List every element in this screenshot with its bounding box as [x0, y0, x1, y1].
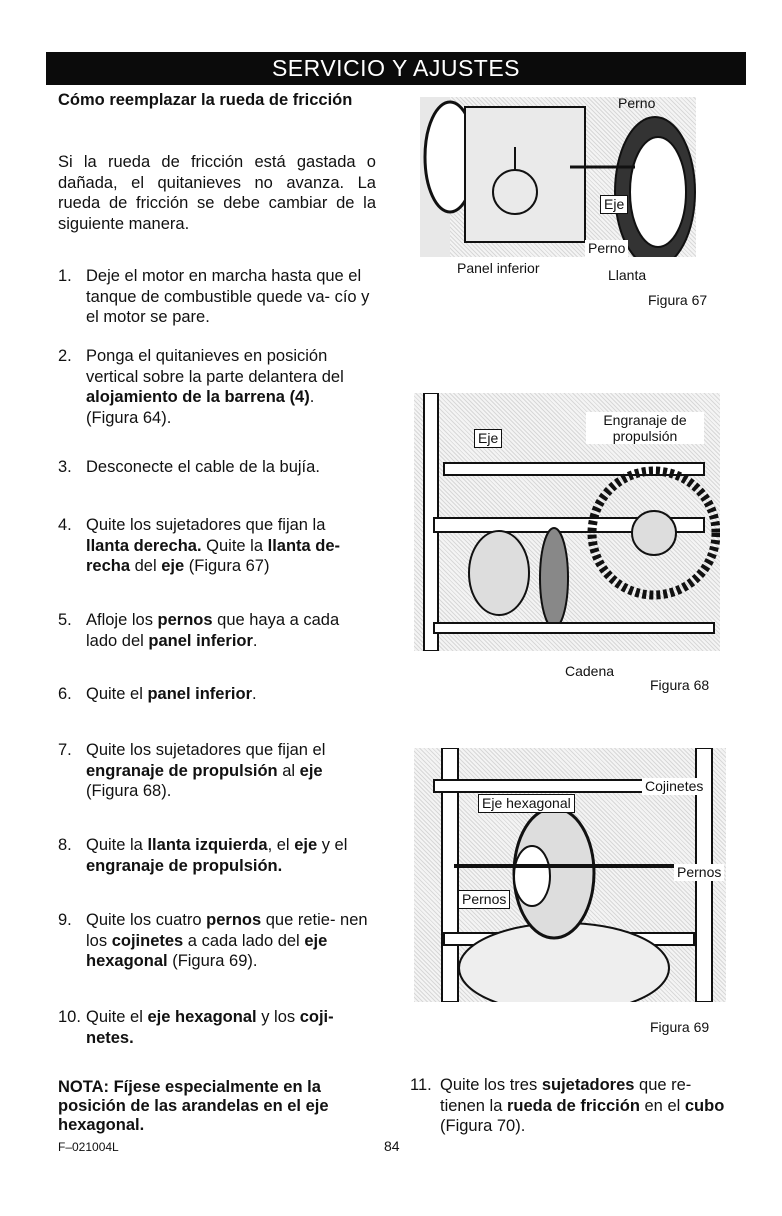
figure-69-image	[414, 748, 726, 1002]
step-text: Quite los sujetadores que fijan la llanta derecha. Quite la llanta de- recha del eje (Figura 67)	[86, 516, 341, 575]
instructions-column	[58, 90, 378, 1134]
step-text: Quite los tres sujetadores que re- tienen la rueda de fricción en el cubo (Figura 70).	[440, 1076, 725, 1135]
step-text: Desconecte el cable de la bujía.	[86, 458, 320, 476]
label-perno-top: Perno	[618, 97, 656, 111]
step-8	[58, 835, 370, 876]
step-number: 8.	[58, 836, 72, 854]
step-number: 10.	[58, 1008, 81, 1026]
step-7	[58, 740, 370, 802]
step-1	[58, 266, 370, 328]
label-pernos-right: Pernos	[674, 864, 724, 881]
step-3	[58, 457, 370, 478]
step-4	[58, 515, 370, 577]
label-eje: Eje	[600, 195, 628, 214]
intro-paragraph: Si la rueda de fricción está gastada o dañada, el quitanieves no avanza. La rueda de fricción se debe cambiar de la siguiente manera.	[58, 153, 376, 233]
note-text: NOTA: Fíjese especialmente en la posición de las arandelas en el eje hexagonal.	[58, 1078, 329, 1134]
section-header	[46, 52, 746, 85]
step-10	[58, 1007, 370, 1048]
step-text: Deje el motor en marcha hasta que el tanque de combustible quede va- cío y el motor se pare.	[86, 267, 370, 326]
step-number: 11.	[410, 1076, 432, 1094]
step-text: Afloje los pernos que haya a cada lado del panel inferior.	[86, 611, 340, 650]
step-number: 3.	[58, 458, 72, 476]
step-text: Quite los sujetadores que fijan el engranaje de propulsión al eje (Figura 68).	[86, 741, 326, 800]
figure-67-image	[420, 97, 696, 257]
step-number: 4.	[58, 516, 72, 534]
step-text: Quite el eje hexagonal y los coji- netes.	[86, 1008, 334, 1047]
label-pernos-left: Pernos	[458, 890, 510, 909]
document-code: F–021004L	[58, 1140, 119, 1154]
step-5	[58, 610, 370, 651]
step-number: 6.	[58, 685, 72, 703]
label-engranaje: Engranaje de propulsión	[586, 412, 704, 444]
step-2	[58, 346, 370, 428]
figure-67-caption: Figura 67	[648, 292, 708, 308]
step-number: 2.	[58, 347, 72, 365]
step-6	[58, 684, 370, 705]
label-cojinetes: Cojinetes	[642, 778, 706, 795]
step-text: Quite la llanta izquierda, el eje y el engranaje de propulsión.	[86, 836, 348, 875]
section-title: SERVICIO Y AJUSTES	[271, 55, 521, 81]
figure-68-image	[414, 393, 720, 651]
label-cadena: Cadena	[565, 663, 615, 679]
step-number: 9.	[58, 911, 72, 929]
step-text: Quite el panel inferior.	[86, 685, 257, 703]
label-panel-inferior: Panel inferior	[457, 260, 540, 276]
step-number: 1.	[58, 267, 72, 285]
step-11	[410, 1075, 730, 1137]
figure-69-caption: Figura 69	[650, 1019, 710, 1035]
label-eje-hexagonal: Eje hexagonal	[478, 794, 575, 813]
figure-68-caption: Figura 68	[650, 677, 710, 693]
label-llanta: Llanta	[608, 267, 647, 283]
label-perno-bottom: Perno	[585, 240, 628, 257]
label-eje-fig68: Eje	[474, 429, 502, 448]
step-number: 5.	[58, 611, 72, 629]
wheel-assembly-drawing	[420, 97, 696, 257]
step-text: Ponga el quitanieves en posición vertical sobre la parte delantera del alojamiento de la barrena (4). (Figura 64).	[86, 347, 344, 427]
page-number: 84	[384, 1138, 400, 1154]
step-number: 7.	[58, 741, 72, 759]
step-text: Quite los cuatro pernos que retie- nen los cojinetes a cada lado del eje hexagonal (Figura 69).	[86, 911, 368, 970]
step-9	[58, 910, 370, 972]
procedure-title: Cómo reemplazar la rueda de fricción	[58, 91, 353, 109]
